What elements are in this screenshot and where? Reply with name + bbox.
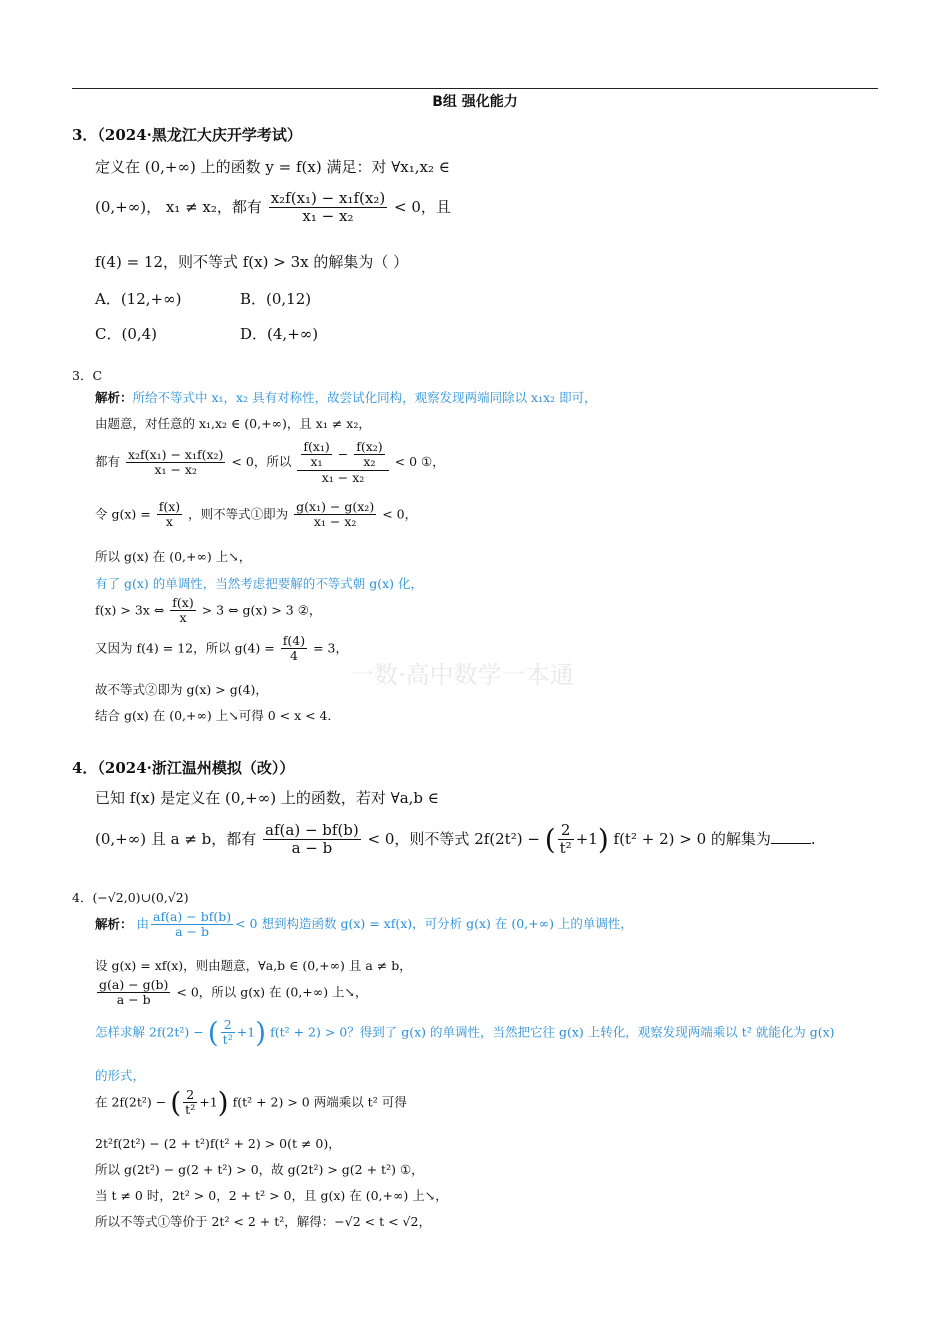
answer-blank bbox=[771, 831, 811, 844]
a4-hint1: 解析： 由 $\frac{af(a) - bf(b)}{a - b}$ < 0 想到构造函数 g(x) = xf(x)，可分析 g(x) 在 (0,+∞) 上的单调性， bbox=[95, 909, 633, 940]
a3-line7: 故不等式②即为 g(x) > g(4)， bbox=[95, 682, 268, 697]
a3-hint2: 有了 g(x) 的单调性，当然考虑把要解的不等式朝 g(x) 化， bbox=[95, 576, 424, 591]
a3-hint1: 解析：所给不等式中 x₁，x₂ 具有对称性，故尝试化同构，观察发现两端同除以 x₁x₂ 即可， bbox=[95, 390, 597, 405]
q3-tag: 3．（2024·黑龙江大庆开学考试） bbox=[72, 126, 302, 144]
watermark: 一数·高中数学一本通 bbox=[350, 661, 574, 689]
q3-frac-num: x₂f(x₁) − x₁f(x₂) bbox=[270, 189, 386, 207]
a4-line1: 设 g(x) = xf(x)，则由题意，∀a,b ∈ (0,+∞) 且 a ≠ b， bbox=[95, 958, 412, 973]
a4-line7: 所以不等式①等价于 2t² < 2 + t²，解得：−√2 < t < √2， bbox=[95, 1214, 431, 1229]
a3-line3: 令 g(x) = $\frac{f(x)}{x}$ ，则不等式①即为 $\frac{\text{g(x₁) − g(x₂)}}{\text{x₁ − x₂}}$ < 0， bbox=[95, 499, 418, 530]
q3-option-a: A．(12,+∞) bbox=[95, 290, 182, 308]
q4-line1: 已知 f(x) 是定义在 (0,+∞) 上的函数，若对 ∀a,b ∈ bbox=[95, 789, 439, 807]
a3-line8: 结合 g(x) 在 (0,+∞) 上↘可得 0 < x < 4． bbox=[95, 708, 341, 723]
q4-tag: 4．（2024·浙江温州模拟（改）） bbox=[72, 759, 295, 777]
a4-line4: 2t²f(2t²) − (2 + t²)f(t² + 2) > 0(t ≠ 0)， bbox=[95, 1136, 341, 1151]
a3-line1: 由题意，对任意的 x₁,x₂ ∈ (0,+∞)，且 x₁ ≠ x₂， bbox=[95, 416, 371, 431]
q3-option-c: C．(0,4) bbox=[95, 325, 158, 343]
top-rule bbox=[72, 88, 878, 89]
q3-option-b: B．(0,12) bbox=[240, 290, 312, 308]
a4-line5: 所以 g(2t²) − g(2 + t²) > 0，故 g(2t²) > g(2 + t²) ①， bbox=[95, 1162, 424, 1177]
a3-line4: 所以 g(x) 在 (0,+∞) 上↘， bbox=[95, 549, 252, 564]
a3-answer: 3．C bbox=[72, 368, 103, 383]
q4-line2: (0,+∞) 且 a ≠ b，都有 $\frac{af(a) - bf(b)}{a - b}$ < 0，则不等式 2f(2t²) − ( $\frac{2}{\text{t²}}$ +1) f(t² + 2) > 0 的解集为 . bbox=[95, 821, 816, 858]
a3-line6: 又因为 f(4) = 12，所以 g(4) = $\frac{f(4)}{4}$ = 3， bbox=[95, 633, 348, 664]
a3-line2: 都有 $\frac{\text{x₂f(x₁) − x₁f(x₂)}}{\text{x₁ − x₂}}$ < 0，所以 $\frac{\text{f(x₁)}}{\text{x₁}}$ − $\frac{\text{f(x₂)}}{\text{x₂}}$ x₁ − x₂ < 0 ①， bbox=[95, 439, 445, 485]
q3-line3: f(4) = 12，则不等式 f(x) > 3x 的解集为（ ） bbox=[95, 253, 409, 271]
group-title: B组 强化能力 bbox=[432, 94, 518, 110]
a3-line5: f(x) > 3x ⇔ $\frac{f(x)}{x}$ > 3 ⇔ g(x) > 3 ②， bbox=[95, 595, 322, 626]
a4-line6: 当 t ≠ 0 时，2t² > 0，2 + t² > 0，且 g(x) 在 (0,+∞) 上↘， bbox=[95, 1188, 448, 1203]
a4-hint2-cont: 的形式， bbox=[95, 1068, 146, 1083]
a4-line2: $\frac{g(a) - g(b)}{a - b}$ < 0，所以 g(x) 在 (0,+∞) 上↘， bbox=[99, 977, 368, 1008]
q3-line1: 定义在 (0,+∞) 上的函数 y = f(x) 满足：对 ∀x₁,x₂ ∈ bbox=[95, 158, 450, 176]
q3-option-d: D．(4,+∞) bbox=[240, 325, 319, 343]
a4-hint2: 怎样求解 2f(2t²) − ( $\frac{2}{\text{t²}}$ +1) f(t² + 2) > 0？得到了 g(x) 的单调性，当然把它往 g(x) 上转化，观察发现两端乘以 t² 就能化为 g(x) bbox=[95, 1015, 835, 1049]
a4-line3: 在 2f(2t²) − ( $\frac{2}{\text{t²}}$ +1) f(t² + 2) > 0 两端乘以 t² 可得 bbox=[95, 1085, 407, 1119]
q3-frac-den: x₁ − x₂ bbox=[269, 207, 388, 225]
q3-line2: (0,+∞)， x₁ ≠ x₂，都有 $\frac{\text{x₂f(x₁) − x₁f(x₂)}}{\text{x₁ − x₂}}$ < 0，且 bbox=[95, 189, 451, 226]
a4-answer: 4．(−√2,0)∪(0,√2) bbox=[72, 890, 189, 905]
